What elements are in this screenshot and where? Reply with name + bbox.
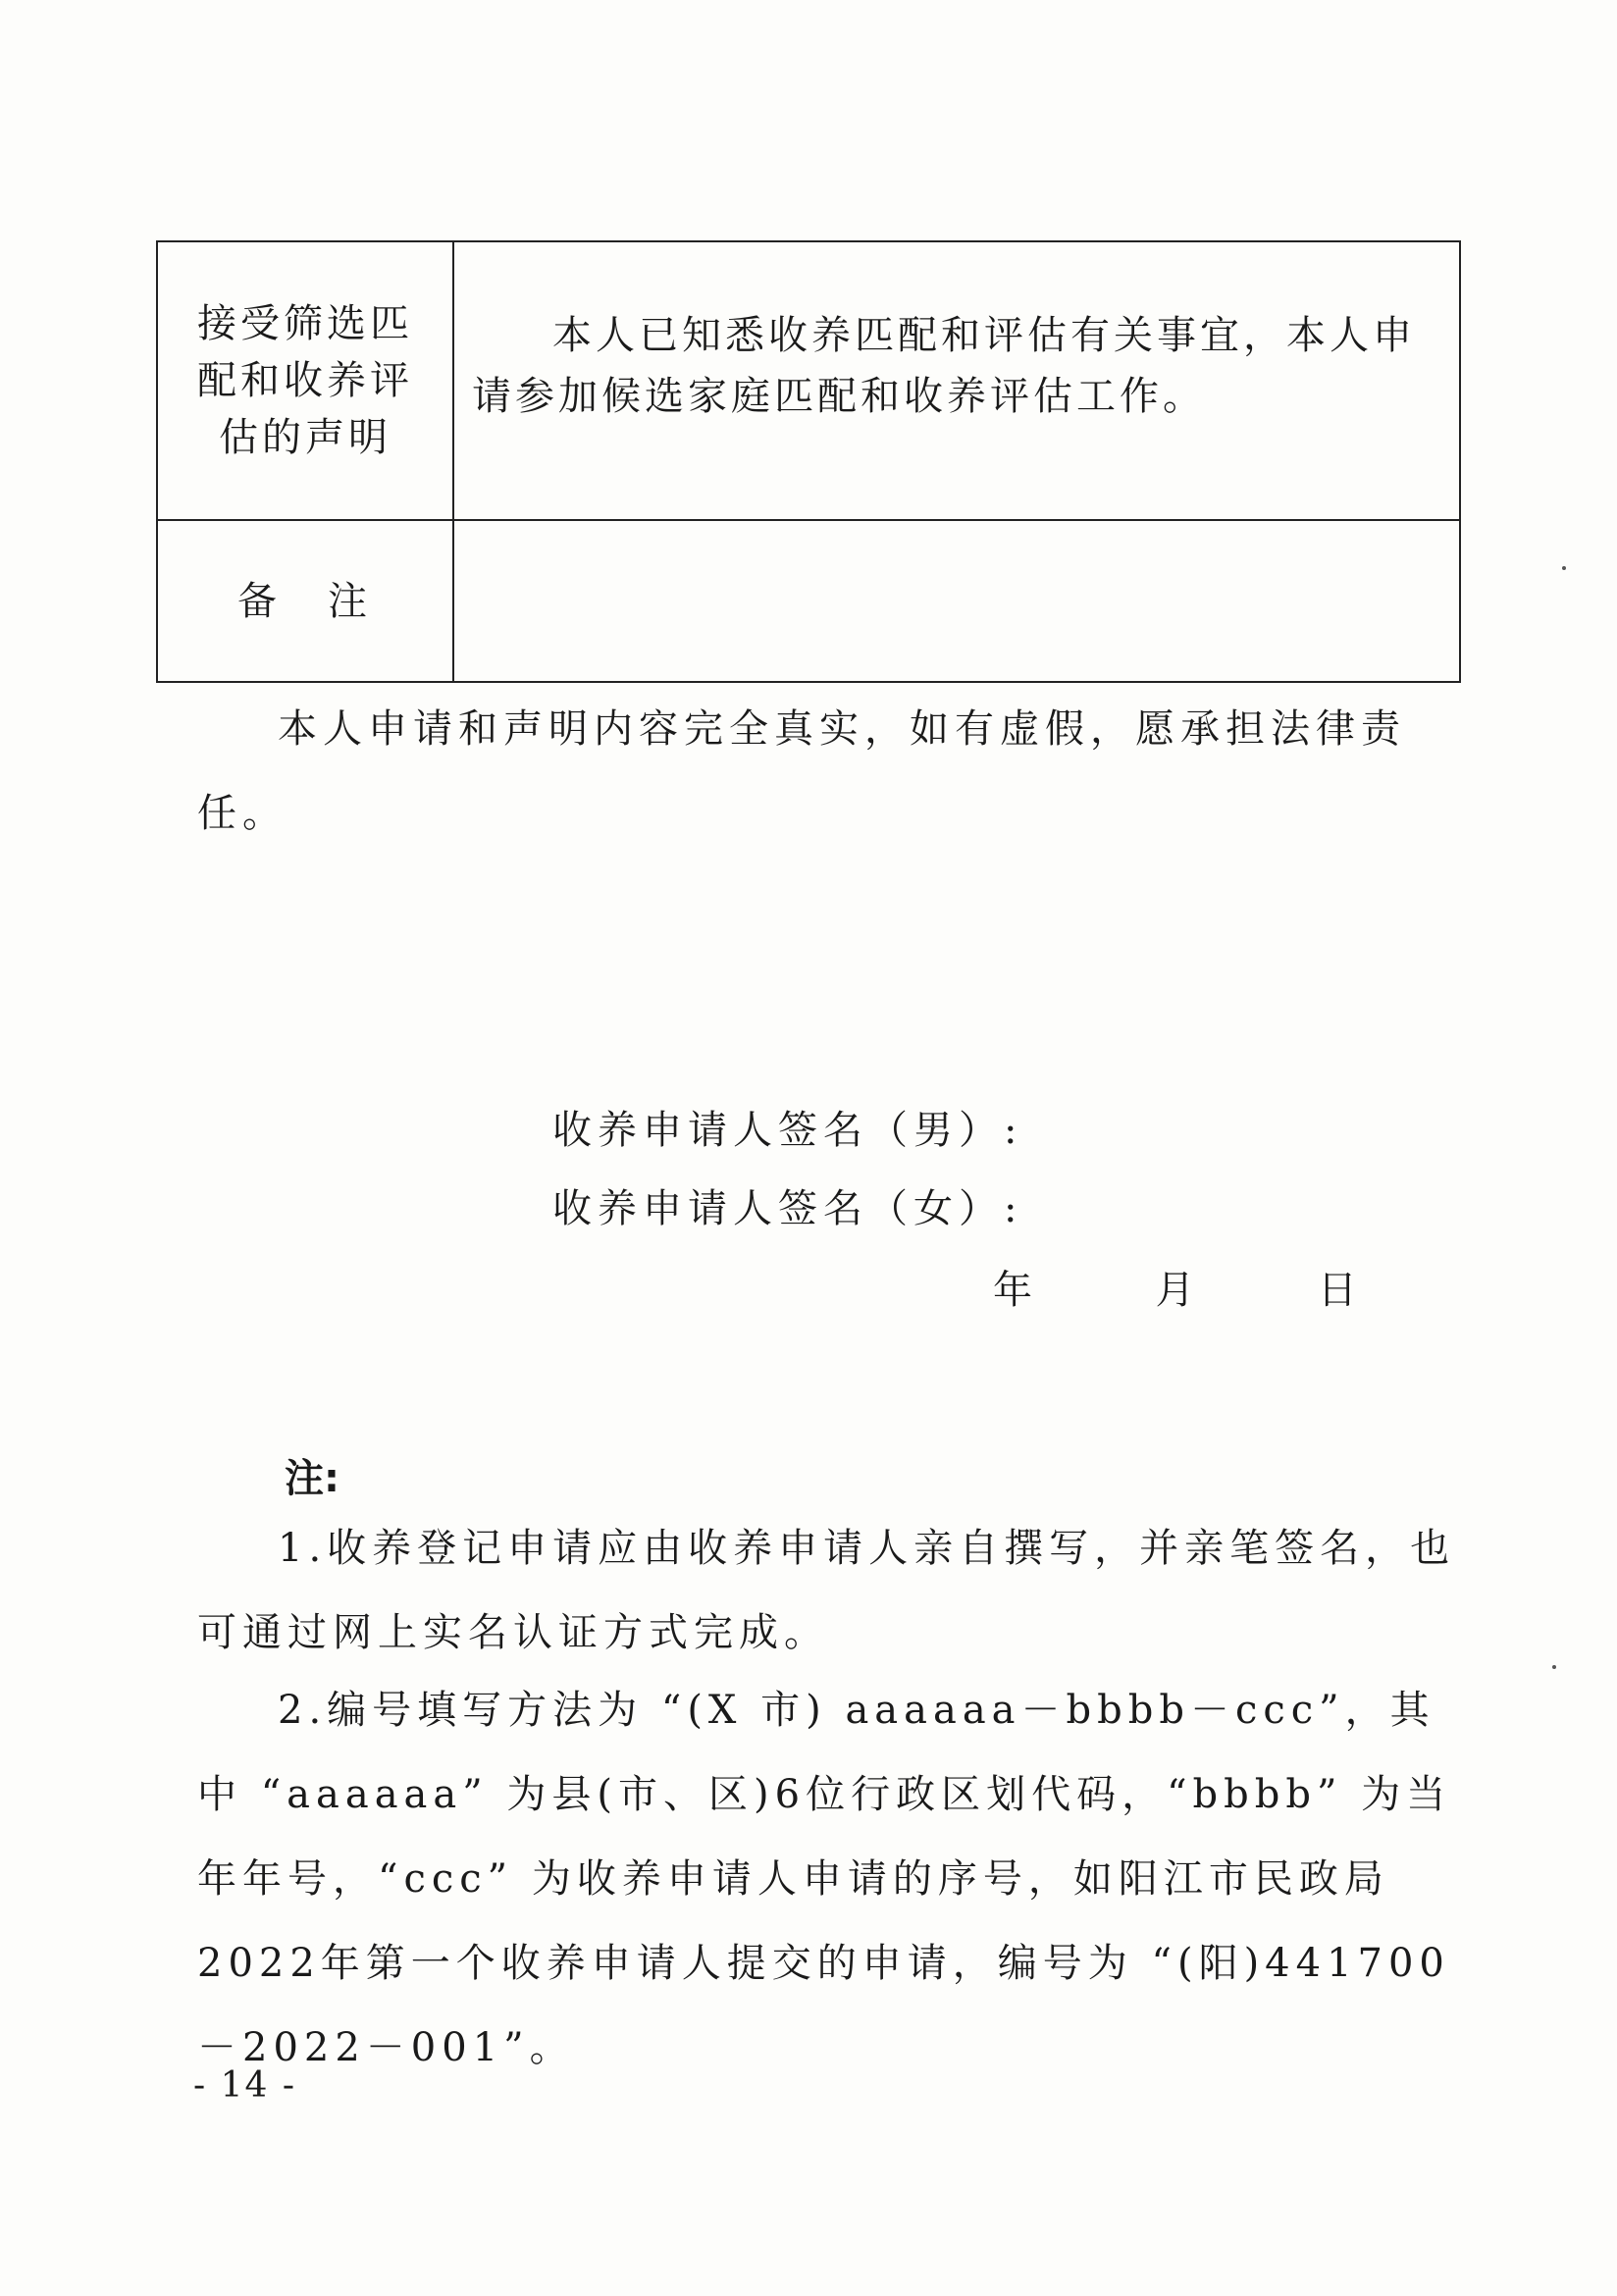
note-item-2: 2.编号填写方法为 “(X 市) aaaaaa－bbbb－ccc”，其中 “aaaaaa” 为县(市、区)6位行政区划代码，“bbbb” 为当年年号，“ccc” 为收养申请人申请的序号，如阳江市民政局2022年第一个收养申请人提交的申请，编号为 “(阳)441700－2022－001”。 [197,1688,1452,2070]
truthfulness-statement: 本人申请和声明内容完全真实，如有虚假，愿承担法律责任。 [197,706,1406,836]
signature-female-label: 收养申请人签名（女）: [552,1186,1023,1231]
scan-speck [1552,1665,1556,1669]
date-month-label: 月 [1155,1268,1195,1313]
declaration-content-cell [453,241,1460,520]
date-year-label: 年 [993,1268,1032,1313]
declaration-label-line: 接受筛选匹 [197,301,413,346]
remarks-label: 备 注 [157,520,453,682]
remarks-value [453,520,1460,682]
signature-male-label: 收养申请人签名（男）: [552,1108,1023,1153]
declaration-row [157,241,1460,520]
notes-title: 注: [285,1456,339,1501]
declaration-label [158,295,452,466]
remarks-row [157,520,1460,682]
scan-speck [1562,566,1566,570]
declaration-label-cell [157,241,453,520]
declaration-label-line: 配和收养评 [197,358,413,403]
date-line [993,1266,1357,1315]
page-number: - 14 - [193,2065,297,2106]
declaration-text: 本人已知悉收养匹配和评估有关事宜，本人申请参加候选家庭匹配和收养评估工作。 [472,313,1416,419]
note-item-1: 1.收养登记申请应由收养申请人亲自撰写，并亲笔签名，也可通过网上实名认证方式完成。 [197,1526,1456,1655]
declaration-label-line: 估的声明 [219,415,391,460]
declaration-table [156,240,1461,683]
date-day-label: 日 [1317,1268,1357,1313]
